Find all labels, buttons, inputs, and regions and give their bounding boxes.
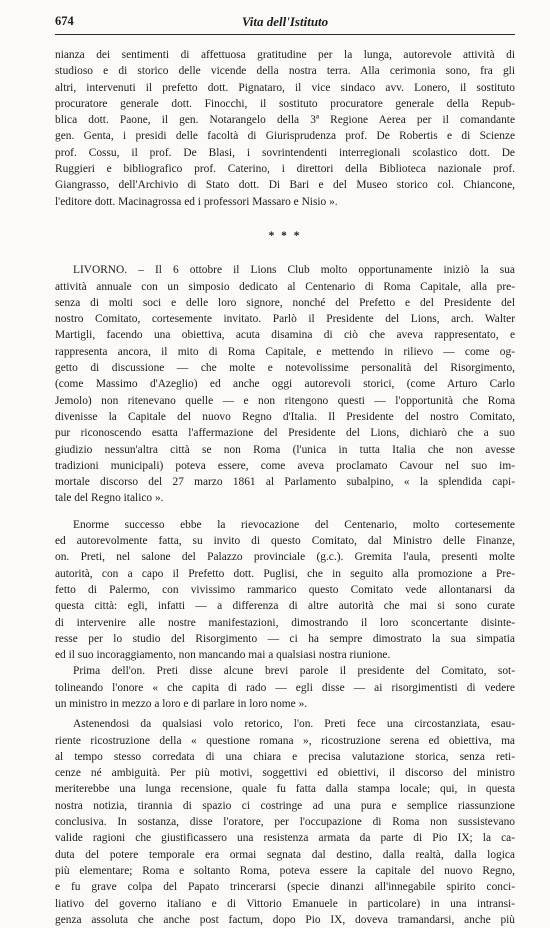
text-line: studioso e di storico delle vicende della nostra terra. Alla cerimonia sono, fra gli xyxy=(55,65,515,78)
text-line: altri, intervenuti il prefetto dott. Pignataro, il vice sindaco avv. Lonero, il sostituto xyxy=(55,81,515,94)
running-title: Vita dell'Istituto xyxy=(241,14,329,29)
text-line: resse per lo studio del Risorgimento — ci ha sempre dimostrato la sua simpatia xyxy=(55,632,515,645)
text-line: ed il suo incoraggiamento, non mancando mai a qualsiasi nostra riunione. xyxy=(55,649,391,662)
text-line: (come Massimo d'Azeglio) ed anche oggi autorevoli storici, (come Arturo Carlo xyxy=(55,378,515,391)
text-line: duta del potere temporale era ormai segnata dal destino, dalla realtà, dalla logica xyxy=(55,848,515,861)
paragraph-livorno xyxy=(55,262,515,506)
text-line: getto di discussione — che molte e notevolissime personalità del Risorgimento, xyxy=(55,362,515,375)
text-line: nostro Comitato, cortesemente invitato. Parlò il Presidente del Lions, arch. Walter xyxy=(55,313,515,326)
text-line: questa città: egli, infatti — a differenza di altre autorità che mai si sono curate xyxy=(55,600,515,613)
text-line: Giangrasso, dell'Archivio di Stato dott. Di Bari e del Museo storico col. Chiancone, xyxy=(55,179,515,192)
article-body xyxy=(55,47,515,928)
text-line: tale del Regno italico ». xyxy=(55,492,164,505)
text-line: mortale discorso del 27 marzo 1861 al Parlamento subalpino, « la splendida capi- xyxy=(55,476,515,489)
text-line: un ministro in mezzo a loro e di parlare in loro nome ». xyxy=(55,697,308,710)
text-line: conclusiva. In sostanza, disse l'oratore, per l'occupazione di Roma non sussistevano xyxy=(55,816,515,829)
section-separator: * * * xyxy=(268,229,302,242)
text-line: Astenendosi da qualsiasi volo retorico, l'on. Preti fece una circostanziata, esau- xyxy=(73,718,515,731)
text-line: Martigli, facendo una obiettiva, acuta disamina di ciò che aveva rappresentato, e xyxy=(55,329,515,342)
text-line: riente ricostruzione della « questione romana », ricostruzione serena ed obiettiva, ma xyxy=(55,734,515,747)
text-line: gen. Genta, i presidi delle facoltà di Giurisprudenza prof. De Robertis e di Scienze xyxy=(55,130,515,143)
text-line: cenze né ambiguità. Per più motivi, soggettivi ed obiettivi, il discorso del ministro xyxy=(55,767,515,780)
text-line: Ruggieri e bibliografico prof. Caterino, i direttori della Biblioteca nazionale prof. xyxy=(55,163,515,176)
text-line: on. Preti, nel salone del Palazzo provinciale (g.c.). Gremita l'aula, presenti molte xyxy=(55,551,515,564)
text-line: prof. Cossu, il prof. De Blasi, i sovrintendenti interregionali scolastico dott. De xyxy=(55,146,515,159)
text-line: valide ragioni che giustificassero una resistenza armata da parte di Pio IX; la ca- xyxy=(55,832,515,845)
paragraph-preti-event xyxy=(55,517,515,664)
text-line: procuratore generale dott. Finocchi, il sostituto procuratore generale della Repub- xyxy=(55,97,515,110)
text-line: Prima dell'on. Preti disse alcune brevi parole il presidente del Comitato, sot- xyxy=(73,665,515,678)
text-line: meriterebbe una lunga recensione, quale fu fatta dalla stampa locale; qui, in questa xyxy=(55,783,515,796)
text-line: più elementare; Roma e soltanto Roma, poteva essere la capitale del nuovo Regno, xyxy=(55,864,515,877)
text-line: Enorme successo ebbe la rievocazione del Centenario, molto cortesemente xyxy=(73,518,515,531)
text-line: fetto di Palermo, con vivissimo rammarico questo Comitato vede allontanarsi da xyxy=(55,583,515,596)
text-line: tradizioni municipali) poteva essere, come aveva proclamato Cavour nel suo im- xyxy=(55,459,515,472)
text-line: giudizio nessun'altra città se non Roma (l'unica in tutta Italia che non avesse xyxy=(55,443,515,456)
text-line: attività annuale con un simposio dedicato al Centenario di Roma Capitale, alla pre- xyxy=(55,280,515,293)
text-line: e fu grave colpa del Papato trincerarsi (specie dinanzi all'innegabile spirito conci- xyxy=(55,881,515,894)
text-line: tolineando l'onore « che capita di rado — egli disse — ai risorgimentisti di vedere xyxy=(55,681,515,694)
text-line: divenisse la Capitale del nuovo Regno d'Italia. Il Presidente del nostro Comitato, xyxy=(55,410,515,423)
paragraph-speech xyxy=(55,716,515,928)
text-line: liativo del governo italiano e di Vittorio Emanuele in particolare) in una intransi- xyxy=(55,897,515,910)
paragraph-preface xyxy=(55,663,515,712)
page-number: 674 xyxy=(55,14,74,28)
running-header xyxy=(55,14,515,35)
text-line: rappresenta ancora, il mito di Roma Capitale, e mettendo in rilievo — come og- xyxy=(55,345,515,358)
text-line: Jemolo) non ritenevano quelle — e non ritengono questi — l'opportunità che Roma xyxy=(55,394,515,407)
text-line: senza di molti soci e delle loro signore, nonché del Prefetto e del Presidente del xyxy=(55,296,515,309)
text-line: ed autorevolmente fatta, su invito di questo Comitato, dal Ministro delle Finanze, xyxy=(55,535,515,548)
text-line: di intervenire alle nostre manifestazioni, dimostrando il loro sconcertante disinte- xyxy=(55,616,515,629)
text-line: nianza dei sentimenti di affettuosa gratitudine per la lunga, autorevole attività di xyxy=(55,49,515,61)
text-line: al tempo stesso corredata di una chiara e precisa valutazione storica, senza reti- xyxy=(55,750,515,763)
text-line: nostra notizia, tirannia di spazio ci costringe ad una pura e semplice riassunzione xyxy=(55,799,515,812)
text-line: autorità, con a capo il Prefetto dott. Puglisi, che in seguito alla promozione a Pre- xyxy=(55,567,515,580)
text-line: l'editore dott. Macinagrossa ed i professori Massaro e Nisio ». xyxy=(55,195,338,208)
text-line: LIVORNO. – Il 6 ottobre il Lions Club molto opportunamente iniziò la sua xyxy=(73,264,515,277)
text-line: blica dott. Paone, il gen. Notarangelo della 3ª Regione Aerea per il comandante xyxy=(55,114,515,127)
text-line: genza assoluta che anche post factum, dopo Pio IX, doveva tramandarsi, anche più xyxy=(55,913,515,926)
text-line: pur riconoscendo esatta l'affermazione del Presidente del Lions, dichiarò che a suo xyxy=(55,427,515,440)
paragraph-1 xyxy=(55,47,515,210)
